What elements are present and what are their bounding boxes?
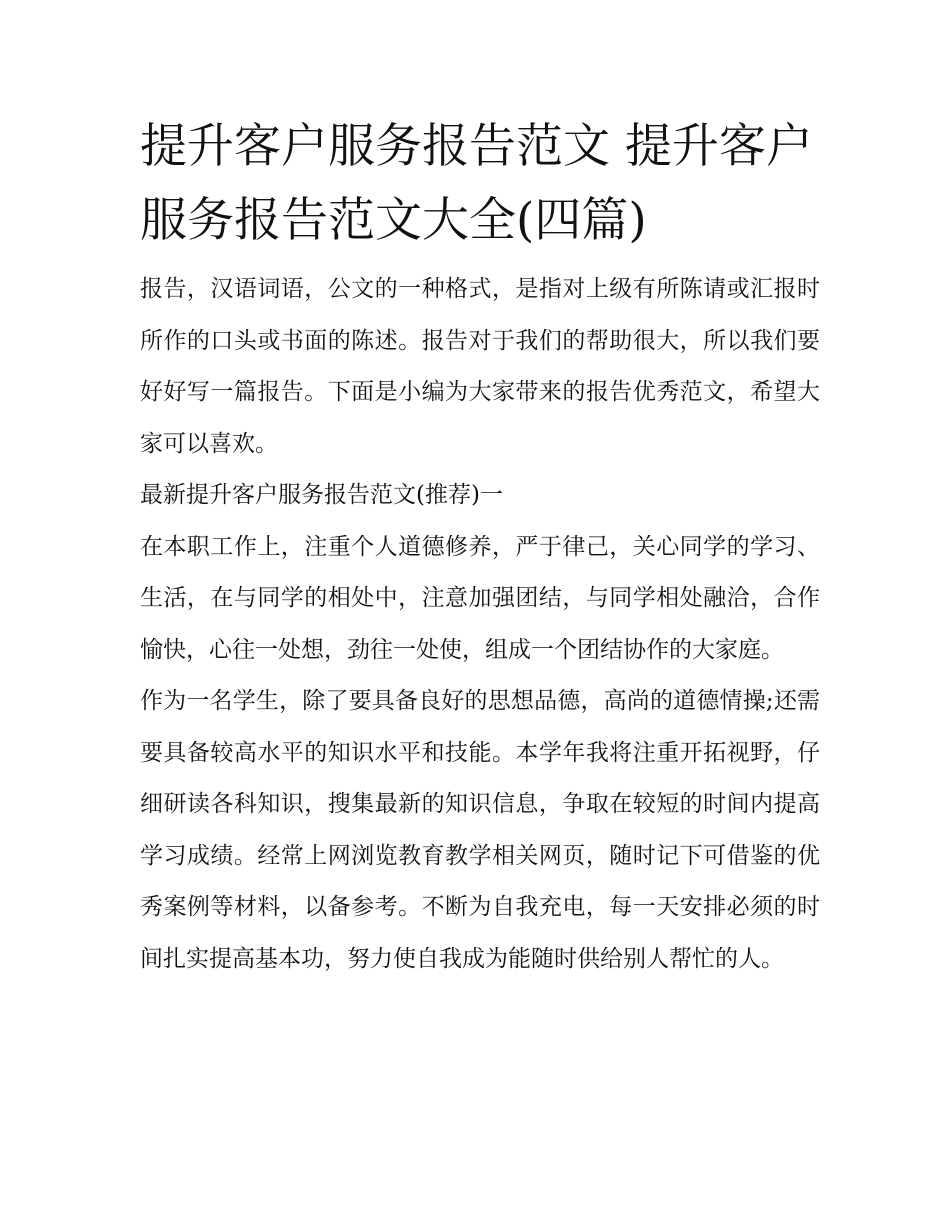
body-paragraph-1: 在本职工作上，注重个人道德修养，严于律己，关心同学的学习、生活，在与同学的相处中，注意加强团结，与同学相处融洽，合作愉快，心往一处想，劲往一处使，组成一个团结协作的大家庭。 xyxy=(140,533,820,663)
section-heading: 最新提升客户服务报告范文(推荐)一 xyxy=(140,482,503,508)
intro-paragraph: 报告，汉语词语，公文的一种格式，是指对上级有所陈请或汇报时所作的口头或书面的陈述。报告对于我们的帮助很大，所以我们要好好写一篇报告。下面是小编为大家带来的报告优秀范文，希望大家可以喜欢。 xyxy=(140,276,820,457)
document-title: 提升客户服务报告范文 提升客户服务报告范文大全(四篇) xyxy=(140,119,813,248)
body-paragraph-2: 作为一名学生，除了要具备良好的思想品德，高尚的道德情操;还需要具备较高水平的知识水平和技能。本学年我将注重开拓视野，仔细研读各科知识，搜集最新的知识信息，争取在较短的时间内提高学习成绩。经常上网浏览教育教学相关网页，随时记下可借鉴的优秀案例等材料，以备参考。不断为自我充电，每一天安排必须的时间扎实提高基本功，努力使自我成为能随时供给别人帮忙的人。 xyxy=(140,688,820,972)
document-page xyxy=(140,110,820,985)
